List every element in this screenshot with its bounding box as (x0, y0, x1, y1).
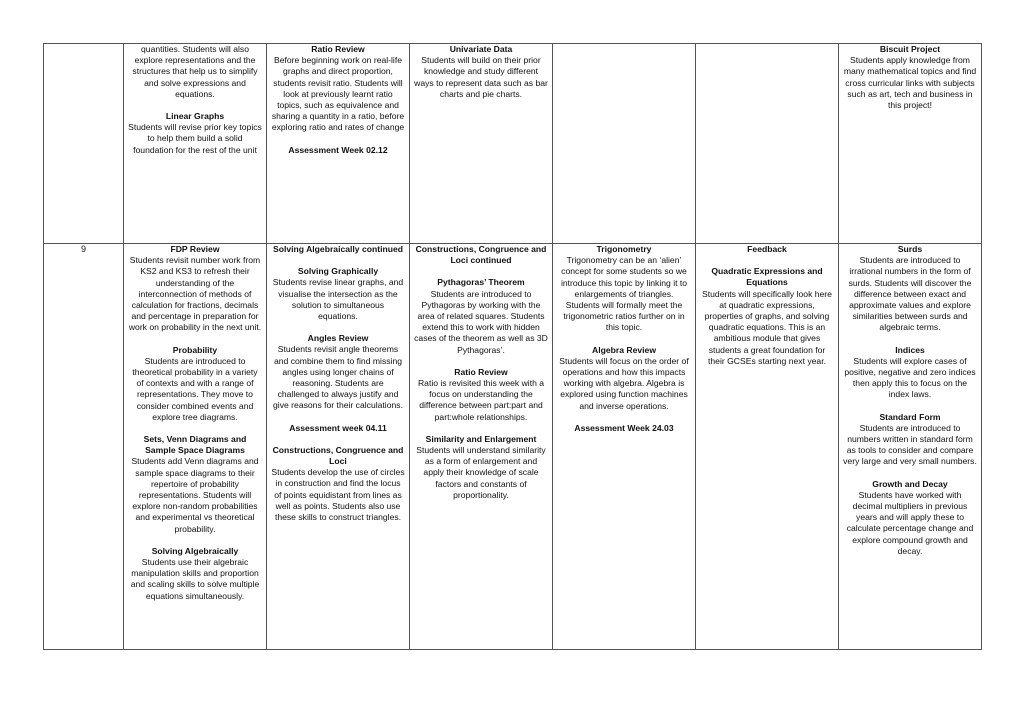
topic-block (271, 333, 405, 411)
week-cell (44, 44, 124, 244)
term-cell (267, 244, 410, 650)
topic-heading: Surds (897, 244, 923, 254)
topic-description: Students revisit angle theorems and combine them to find missing angles using longer chains of reasoning. Students are challenged to always justify and give reasons for their calculations. (273, 344, 403, 411)
table-row (44, 44, 982, 244)
topic-heading: Quadratic Expressions and Equations (711, 266, 823, 288)
topic-description: Students will explore cases of positive, negative and zero indices then apply this to focus on the index laws. (844, 355, 976, 400)
curriculum-table (43, 43, 982, 650)
topic-description: Students add Venn diagrams and sample space diagrams to their repertoire of probability representations. Students will explore non-random probabilities and experimental vs theoretical probability. (131, 456, 259, 534)
topic-block (557, 345, 691, 412)
term-cell (696, 44, 839, 244)
topic-heading: Solving Algebraically continued (272, 244, 404, 254)
topic-block (414, 244, 548, 266)
topic-block (128, 345, 262, 423)
topic-description: Students revise linear graphs, and visualise the intersection as the solution to simultaneous equations. (272, 277, 404, 322)
topic-block (843, 345, 977, 401)
topic-description: Students are introduced to Pythagoras by working with the area of related squares. Students extend this to work with hidden cases of the theorem as well as 3D Pythagoras’. (414, 288, 548, 355)
topic-block (271, 266, 405, 322)
topic-description: Students will build on their prior knowledge and study different ways to represent data such as bar charts and pie charts. (414, 55, 548, 99)
term-cell (553, 44, 696, 244)
topic-block (843, 412, 977, 468)
topic-heading: Constructions, Congruence and Loci continued (415, 244, 547, 266)
topic-heading: Assessment week 04.11 (289, 422, 387, 433)
topic-heading: Indices (895, 344, 925, 355)
topic-block (414, 367, 548, 423)
term-cell (410, 44, 553, 244)
topic-block (271, 445, 405, 523)
term-cell (124, 44, 267, 244)
topic-heading: Growth and Decay (872, 478, 948, 489)
topic-heading: Angles Review (307, 333, 369, 344)
topic-description: Students will specifically look here at quadratic expressions, properties of graphs, and solving quadratic equations. This is an ambitious module that gives students a great foundation for their GCSEs starting next year. (702, 288, 832, 366)
topic-block (414, 44, 548, 100)
topic-description: Trigonometry can be an ‘alien’ concept for some students so we introduce this topic by linking it to enlargements of triangles. Students will formally meet the trigonometric ratios further on in this topic. (560, 255, 688, 333)
topic-heading: Algebra Review (592, 344, 656, 355)
topic-description: Students are introduced to irrational numbers in the form of surds. Students will discover the difference between exact and approximate values and explore similarities between surds and algebraic terms. (848, 255, 972, 333)
topic-description: Students will focus on the order of operations and how this impacts working with algebra. Algebra is explored using function machines and inverse operations. (559, 355, 689, 411)
topic-heading: Similarity and Enlargement (425, 433, 537, 444)
topic-block (557, 423, 691, 434)
topic-description: quantities. Students will also explore representations and the structures that help us to simplify and solve expressions and equations. (132, 44, 258, 99)
term-cell (839, 44, 982, 244)
table-body (44, 44, 982, 650)
topic-description: Students are introduced to theoretical probability in a variety of contexts and with a range of representations. They move to consider combined events and explore tree diagrams. (132, 355, 258, 422)
term-cell (839, 244, 982, 650)
topic-block (271, 244, 405, 255)
term-cell (267, 44, 410, 244)
topic-heading: Standard Form (879, 411, 941, 422)
topic-description: Before beginning work on real-life graphs and direct proportion, students revisit ratio. Students will look at previously learnt ratio topics, such as equivalence and sharing a quantity in a ratio, before exploring ratio and rates of change (271, 55, 405, 133)
week-cell: 9 (44, 244, 124, 650)
topic-block (271, 44, 405, 134)
topic-block (414, 434, 548, 501)
topic-heading: Feedback (747, 244, 787, 254)
topic-block (700, 266, 834, 367)
topic-description: Ratio is revisited this week with a focus on understanding the difference between part:part and part:whole relationships. (417, 378, 545, 422)
topic-heading: Linear Graphs (165, 111, 225, 122)
term-cell (696, 244, 839, 650)
term-cell (410, 244, 553, 650)
topic-heading: FDP Review (170, 244, 220, 254)
topic-block (128, 434, 262, 535)
topic-description: Students will understand similarity as a form of enlargement and apply their knowledge of scale factors and constants of proportionality. (416, 445, 546, 500)
topic-heading: Assessment Week 24.03 (574, 422, 674, 433)
topic-heading: Assessment Week 02.12 (288, 144, 388, 155)
topic-heading: Solving Graphically (297, 266, 379, 277)
topic-heading: Pythagoras’ Theorem (437, 277, 525, 288)
topic-block (843, 244, 977, 334)
topic-description: Students apply knowledge from many mathematical topics and find cross curricular links with subjects such as art, tech and business in this project! (843, 55, 977, 111)
topic-block (128, 111, 262, 156)
topic-block (271, 423, 405, 434)
topic-block (128, 44, 262, 100)
topic-block (414, 277, 548, 355)
topic-description: Students revisit number work from KS2 and KS3 to refresh their understanding of the interconnection of methods of calculation for fractions, decimals and percentage in preparation for work on probability in the next unit. (128, 255, 262, 333)
table-row (44, 244, 982, 650)
topic-description: Students are introduced to numbers written in standard form as tools to consider and compare very large and very small numbers. (843, 422, 977, 467)
topic-description: Students will revise prior key topics to help them build a solid foundation for the rest of the unit (128, 122, 262, 155)
topic-heading: Probability (172, 344, 218, 355)
topic-block (843, 479, 977, 557)
topic-heading: Trigonometry (596, 244, 652, 254)
topic-description: Students develop the use of circles in construction and find the locus of points equidistant from lines as well as points. Students also use these skills to construct triangles. (271, 467, 405, 523)
topic-heading: Constructions, Congruence and Loci (272, 444, 404, 467)
topic-heading: Ratio Review (311, 44, 365, 54)
topic-description: Students have worked with decimal multipliers in previous years and will apply these to calculate percentage change and explore compound growth and decay. (846, 489, 974, 556)
topic-block (557, 244, 691, 334)
topic-block (700, 244, 834, 255)
topic-description: Students use their algebraic manipulation skills and proportion and scaling skills to solve multiple equations simultaneously. (130, 557, 260, 601)
topic-heading: Sets, Venn Diagrams and Sample Space Diagrams (143, 434, 247, 456)
topic-heading: Biscuit Project (879, 44, 941, 54)
topic-heading: Solving Algebraically (151, 545, 239, 556)
topic-block (843, 44, 977, 111)
term-cell (553, 244, 696, 650)
topic-heading: Ratio Review (454, 366, 508, 377)
topic-block (128, 244, 262, 334)
topic-block (128, 546, 262, 602)
topic-heading: Univariate Data (449, 44, 513, 54)
topic-block (271, 145, 405, 156)
term-cell (124, 244, 267, 650)
